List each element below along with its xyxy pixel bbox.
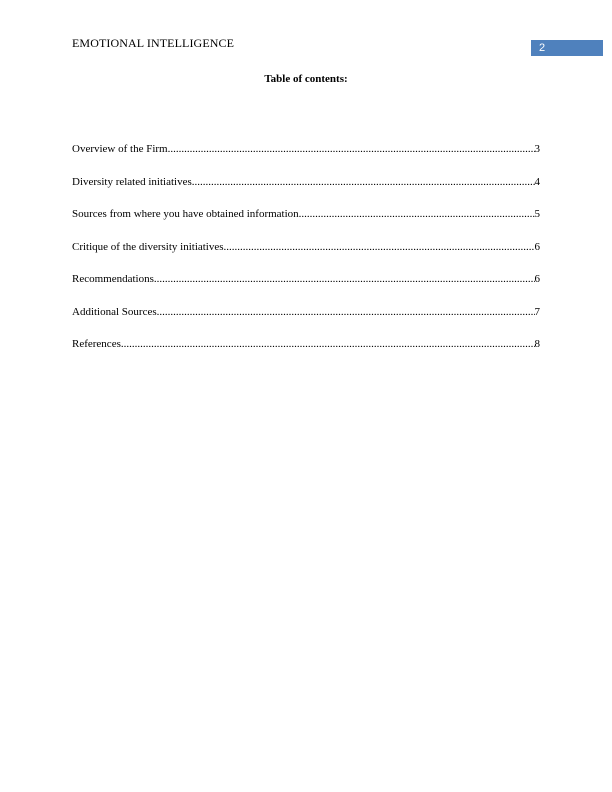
toc-entry-label: Critique of the diversity initiatives bbox=[72, 240, 224, 253]
toc-entry-page: 6 bbox=[534, 240, 540, 253]
page-number-badge bbox=[531, 40, 603, 56]
toc-entry-recommendations[interactable] bbox=[72, 273, 540, 306]
toc-entry-label: Diversity related initiatives bbox=[72, 175, 192, 188]
toc-entry-page: 4 bbox=[534, 175, 540, 188]
toc-entry-sources[interactable] bbox=[72, 208, 540, 241]
toc-entry-page: 6 bbox=[534, 273, 540, 285]
toc-entry-label: Overview of the Firm bbox=[72, 143, 168, 155]
toc-entry-additional-sources[interactable] bbox=[72, 306, 540, 339]
toc-entry-page: 7 bbox=[534, 305, 540, 318]
toc-entry-overview[interactable] bbox=[72, 143, 540, 176]
dot-leader bbox=[192, 176, 535, 189]
toc-entry-diversity-initiatives[interactable] bbox=[72, 176, 540, 209]
dot-leader bbox=[299, 208, 535, 221]
dot-leader bbox=[154, 273, 535, 286]
dot-leader bbox=[168, 143, 535, 156]
page-number: 2 bbox=[539, 42, 546, 54]
toc-entry-label: References bbox=[72, 338, 121, 350]
toc-entry-label: Recommendations bbox=[72, 273, 154, 285]
dot-leader bbox=[224, 241, 535, 254]
dot-leader bbox=[121, 338, 535, 351]
toc-entry-critique[interactable] bbox=[72, 241, 540, 274]
toc-entry-page: 3 bbox=[534, 143, 540, 155]
toc-entry-page: 8 bbox=[534, 338, 540, 350]
running-head: EMOTIONAL INTELLIGENCE bbox=[72, 36, 235, 50]
toc-title: Table of contents: bbox=[264, 73, 348, 85]
table-of-contents bbox=[72, 143, 540, 371]
toc-entry-label: Sources from where you have obtained information bbox=[72, 208, 299, 220]
toc-entry-page: 5 bbox=[534, 208, 540, 220]
toc-entry-references[interactable] bbox=[72, 338, 540, 371]
toc-entry-label: Additional Sources bbox=[72, 305, 157, 318]
dot-leader bbox=[157, 306, 535, 319]
